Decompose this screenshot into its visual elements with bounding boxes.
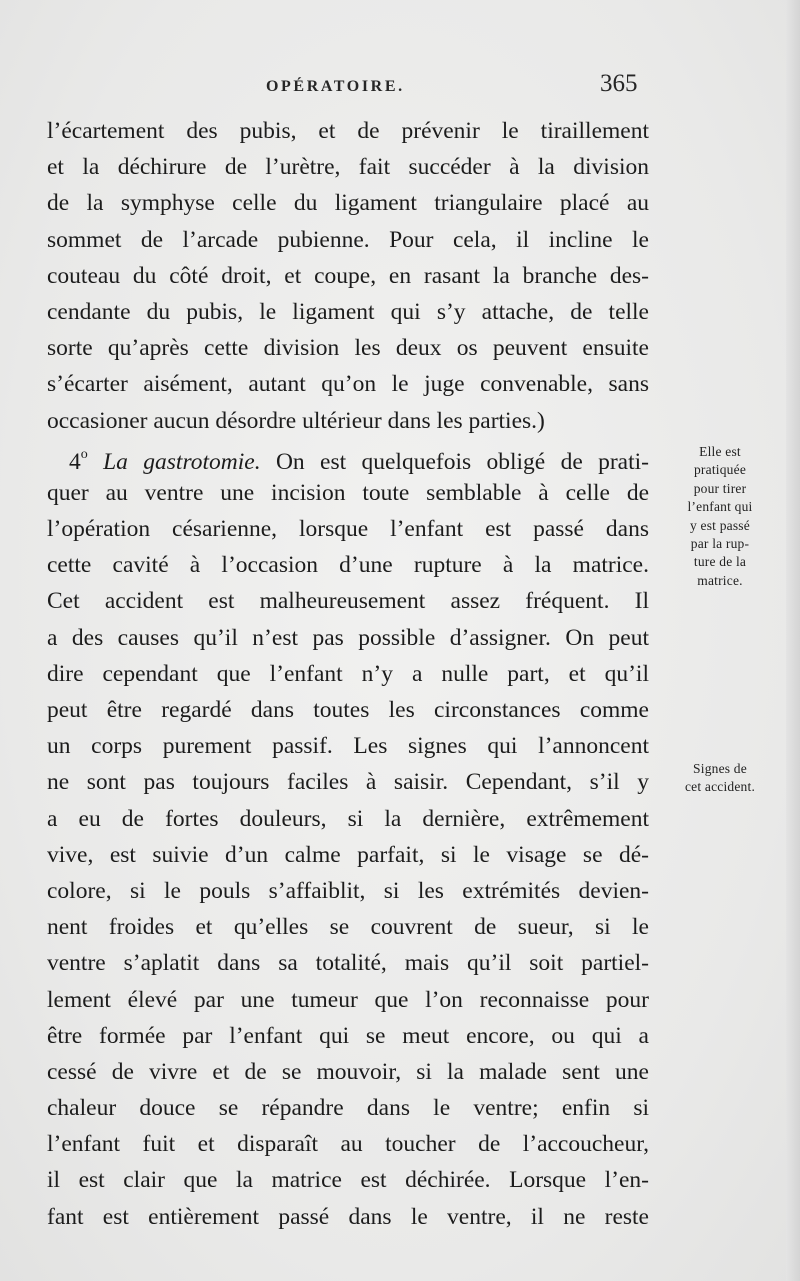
text-line: sommet de l’arcade pubienne. Pour cela, il incline le (47, 226, 649, 253)
text-line: Cet accident est malheureusement assez fréquent. Il (47, 588, 649, 615)
page-number: 365 (600, 70, 638, 97)
margin-note-line: par la rup- (690, 536, 750, 552)
text-line: s’écarter aisément, autant qu’on le juge convenable, sans (47, 371, 649, 398)
text-line: sorte qu’après cette division les deux os peuvent ensuite (47, 335, 649, 362)
text-line: ventre s’aplatit dans sa totalité, mais qu’il soit partiel- (47, 950, 649, 977)
text-line: occasioner aucun désordre ultérieur dans les parties.) (47, 407, 545, 434)
text-line: et la déchirure de l’urètre, fait succéder à la division (47, 154, 649, 181)
margin-note-line: cet accident. (684, 779, 756, 795)
text-line: dire cependant que l’enfant n’y a nulle part, et qu’il (47, 660, 649, 687)
margin-note-line: matrice. (697, 572, 743, 588)
margin-note-line: ture de la (693, 554, 747, 570)
section-title: La gastrotomie. (103, 448, 261, 475)
page-gutter (786, 0, 800, 1281)
section-heading-line (47, 439, 649, 475)
text-line: lement élevé par une tumeur que l’on reconnaisse pour (47, 986, 649, 1013)
text-line: l’enfant fuit et disparaît au toucher de l’accoucheur, (47, 1131, 649, 1158)
text-line: cette cavité à l’occasion d’une rupture à la matrice. (47, 552, 649, 579)
text-line: cessé de vivre et de se mouvoir, si la malade sent une (47, 1058, 649, 1085)
main-text (47, 113, 649, 1235)
text-line: nent froides et qu’elles se couvrent de sueur, si le (47, 914, 649, 941)
margin-note-line: l’enfant qui (687, 499, 753, 515)
margin-note-line: Elle est (699, 444, 741, 459)
text-line: fant est entièrement passé dans le ventre, il ne reste (47, 1203, 649, 1230)
text-line: cendante du pubis, le ligament qui s’y attache, de telle (47, 298, 649, 325)
text-line: peut être regardé dans toutes les circonstances comme (47, 697, 649, 723)
text-line: chaleur douce se répandre dans le ventre; enfin si (47, 1095, 649, 1122)
text-line: un corps purement passif. Les signes qui l’annoncent (47, 733, 649, 760)
section-first-line: On est quelquefois obligé de prati- (275, 448, 649, 475)
margin-note-line: y est passé (690, 517, 750, 533)
text-line: de la symphyse celle du ligament triangulaire placé au (47, 190, 649, 217)
page-header (0, 70, 800, 110)
text-line: être formée par l’enfant qui se meut encore, ou qui a (47, 1022, 649, 1049)
section-number: 4$^o$ (69, 446, 88, 475)
text-line: a eu de fortes douleurs, si la dernière, extrêmement (47, 805, 649, 832)
text-line: quer au ventre une incision toute semblable à celle de (47, 479, 649, 506)
text-line: couteau du côté droit, et coupe, en rasant la branche des- (47, 262, 649, 289)
margin-note-line: pour tirer (693, 480, 747, 496)
text-line: colore, si le pouls s’affaiblit, si les extrémités devien- (47, 877, 649, 904)
margin-note-rupture (660, 443, 780, 590)
running-head: OPÉRATOIRE. (266, 78, 405, 95)
text-line: a des causes qu’il n’est pas possible d’assigner. On peut (47, 624, 649, 651)
text-line: l’écartement des pubis, et de prévenir le tiraillement (47, 118, 649, 144)
text-line: vive, est suivie d’un calme parfait, si le visage se dé- (47, 841, 649, 868)
margin-note-signs (660, 760, 780, 797)
text-line: l’opération césarienne, lorsque l’enfant est passé dans (47, 516, 649, 543)
margin-note-line: Signes de (693, 761, 747, 776)
text-line: il est clair que la matrice est déchirée. Lorsque l’en- (47, 1167, 649, 1194)
text-line: ne sont pas toujours faciles à saisir. Cependant, s’il y (47, 769, 649, 796)
margin-note-line: pratiquée (693, 462, 747, 478)
